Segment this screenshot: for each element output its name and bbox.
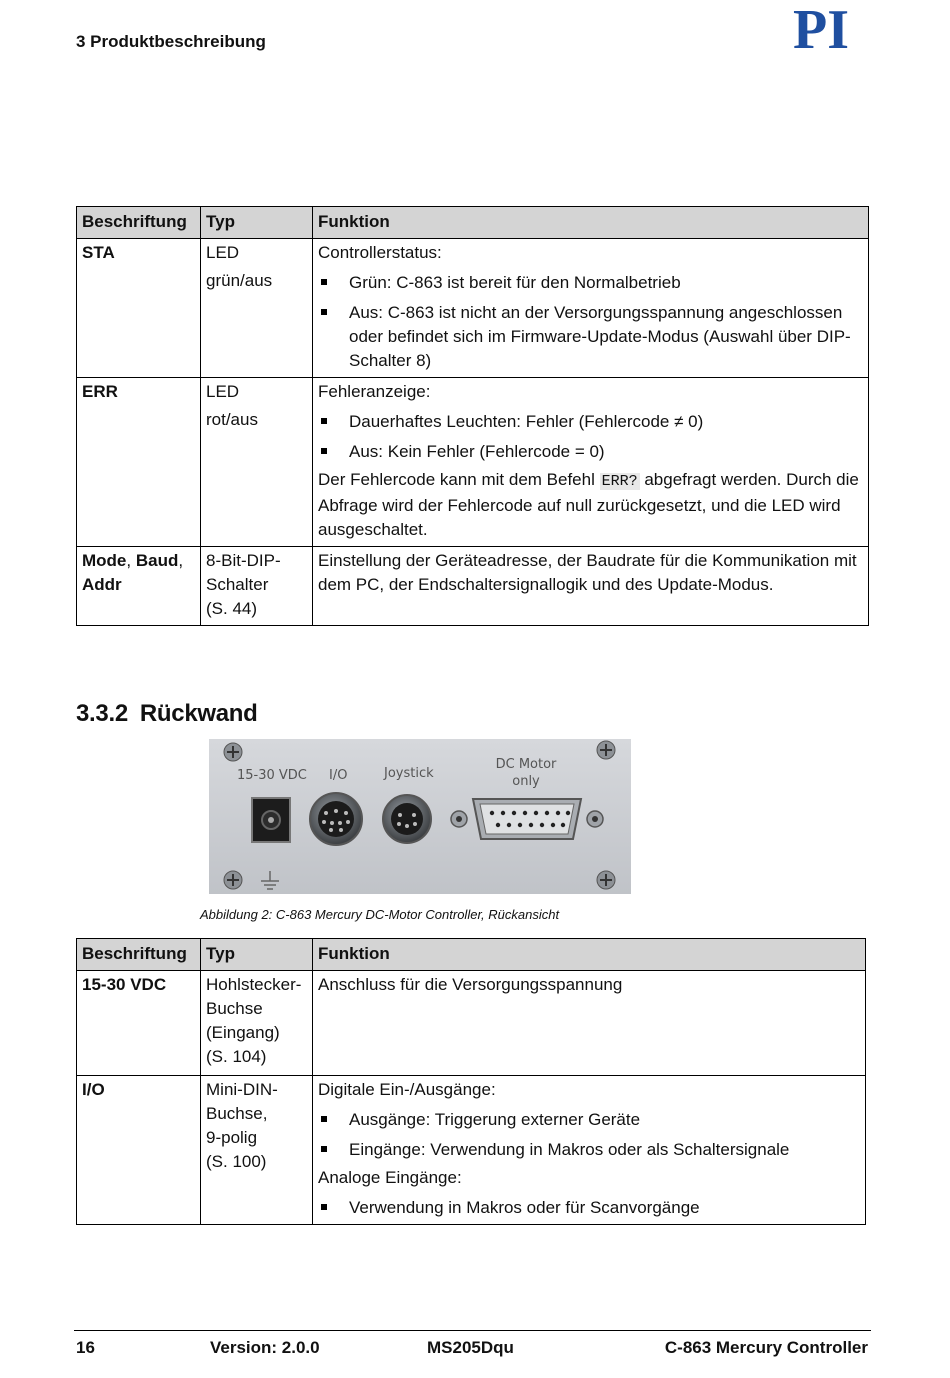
command-err: ERR? <box>601 473 638 490</box>
header-label: Beschriftung <box>77 939 201 971</box>
table-row-io <box>77 1076 866 1225</box>
header-type: Typ <box>201 939 313 971</box>
screw-icon <box>224 871 242 889</box>
running-head: 3 Produktbeschreibung <box>76 32 266 51</box>
row-type <box>201 378 313 547</box>
label-motor-line1: DC Motor <box>495 757 557 772</box>
footer-version: Version: 2.0.0 <box>210 1338 320 1357</box>
bullet-list <box>318 1108 860 1162</box>
row-type <box>201 971 313 1076</box>
type-line: Schalter <box>206 575 269 594</box>
row-function <box>313 1076 866 1225</box>
type-line: 9-polig <box>206 1128 258 1147</box>
type-line: grün/aus <box>206 271 273 290</box>
section-number: 3.3.2 <box>76 700 128 727</box>
table-row-sta <box>77 239 869 378</box>
table-header-row <box>77 939 866 971</box>
list-item: Ausgänge: Triggerung externer Geräte <box>318 1108 860 1132</box>
row-type <box>201 547 313 626</box>
label-joystick: Joystick <box>384 766 434 781</box>
section-title: Rückwand <box>139 700 258 727</box>
row-function <box>313 239 869 378</box>
function-intro: Analoge Eingänge: <box>318 1168 462 1187</box>
table-row-err <box>77 378 869 547</box>
footer-page-number: 16 <box>76 1338 95 1357</box>
type-line: (Eingang) <box>206 1023 280 1042</box>
type-line: (S. 44) <box>206 599 258 618</box>
function-intro: Controllerstatus: <box>318 243 442 262</box>
label-motor-line2: only <box>512 774 540 789</box>
type-line: Buchse, <box>206 1104 268 1123</box>
row-function <box>313 378 869 547</box>
type-line: LED <box>206 382 240 401</box>
row-label <box>77 547 201 626</box>
power-jack-icon <box>252 798 290 842</box>
note-text: abgefragt werden. Durch die Abfrage wird der Fehlercode auf null zurückgesetzt, und die LED wird ausgeschaltet. <box>318 470 859 539</box>
label-io: I/O <box>329 768 348 783</box>
row-function: Anschluss für die Versorgungsspannung <box>313 971 866 1076</box>
header-function: Funktion <box>313 939 866 971</box>
label-separator: , <box>126 551 136 570</box>
type-line: (S. 104) <box>206 1047 267 1066</box>
type-line: LED <box>206 243 240 262</box>
screw-icon <box>597 871 615 889</box>
table-row-mode <box>77 547 869 626</box>
type-line: (S. 100) <box>206 1152 267 1171</box>
function-intro: Fehleranzeige: <box>318 382 431 401</box>
type-line: 8-Bit-DIP- <box>206 551 281 570</box>
rear-panel-photo <box>209 739 631 894</box>
label-power: 15-30 VDC <box>237 768 307 783</box>
footer-rule <box>74 1330 871 1331</box>
list-item: Aus: Kein Fehler (Fehlercode = 0) <box>318 440 863 464</box>
front-panel-table <box>76 206 869 626</box>
label-mode: Mode <box>82 551 127 570</box>
header-label: Beschriftung <box>77 207 201 239</box>
label-separator: , <box>178 551 184 570</box>
figure-caption: Abbildung 2: C-863 Mercury DC-Motor Controller, Rückansicht <box>200 907 560 922</box>
row-type <box>201 1076 313 1225</box>
type-line: Mini-DIN- <box>206 1080 278 1099</box>
list-item: Eingänge: Verwendung in Makros oder als Schaltersignale <box>318 1138 860 1162</box>
row-type <box>201 239 313 378</box>
mini-din-joystick-icon <box>383 795 431 843</box>
row-label: STA <box>77 239 201 378</box>
row-label: 15-30 VDC <box>77 971 201 1076</box>
type-line: rot/aus <box>206 410 258 429</box>
list-item: Aus: C-863 ist nicht an der Versorgungsspannung angeschlossen oder befindet sich im Firmware-Update-Modus (Auswahl über DIP-Schalter 8) <box>318 301 863 373</box>
footer-product: C-863 Mercury Controller <box>664 1338 868 1357</box>
rear-panel-table <box>76 938 866 1225</box>
row-label: I/O <box>77 1076 201 1225</box>
screw-icon <box>597 741 615 759</box>
list-item: Dauerhaftes Leuchten: Fehler (Fehlercode ≠ 0) <box>318 410 863 434</box>
function-intro: Digitale Ein-/Ausgänge: <box>318 1080 496 1099</box>
pi-logo <box>773 4 869 52</box>
mini-din-io-icon <box>310 793 362 845</box>
bullet-list <box>318 271 863 373</box>
type-line: Hohlstecker- <box>206 975 302 994</box>
label-baud: Baud <box>135 551 179 570</box>
list-item: Verwendung in Makros oder für Scanvorgänge <box>318 1196 860 1220</box>
type-line: Buchse <box>206 999 263 1018</box>
table-header-row <box>77 207 869 239</box>
bullet-list <box>318 1196 860 1220</box>
header-type: Typ <box>201 207 313 239</box>
row-label: ERR <box>77 378 201 547</box>
logo-text: PI <box>793 4 849 52</box>
note-text: Der Fehlercode kann mit dem Befehl <box>318 470 595 489</box>
list-item: Grün: C-863 ist bereit für den Normalbetrieb <box>318 271 863 295</box>
function-note <box>318 468 863 542</box>
section-heading <box>76 700 258 728</box>
footer-doc-id: MS205Dqu <box>427 1338 514 1357</box>
row-function: Einstellung der Geräteadresse, der Baudrate für die Kommunikation mit dem PC, der Endschaltersignallogik und des Update-Modus. <box>313 547 869 626</box>
table-row-vdc <box>77 971 866 1076</box>
header-function: Funktion <box>313 207 869 239</box>
label-addr: Addr <box>82 575 122 594</box>
screw-icon <box>224 743 242 761</box>
bullet-list <box>318 410 863 464</box>
